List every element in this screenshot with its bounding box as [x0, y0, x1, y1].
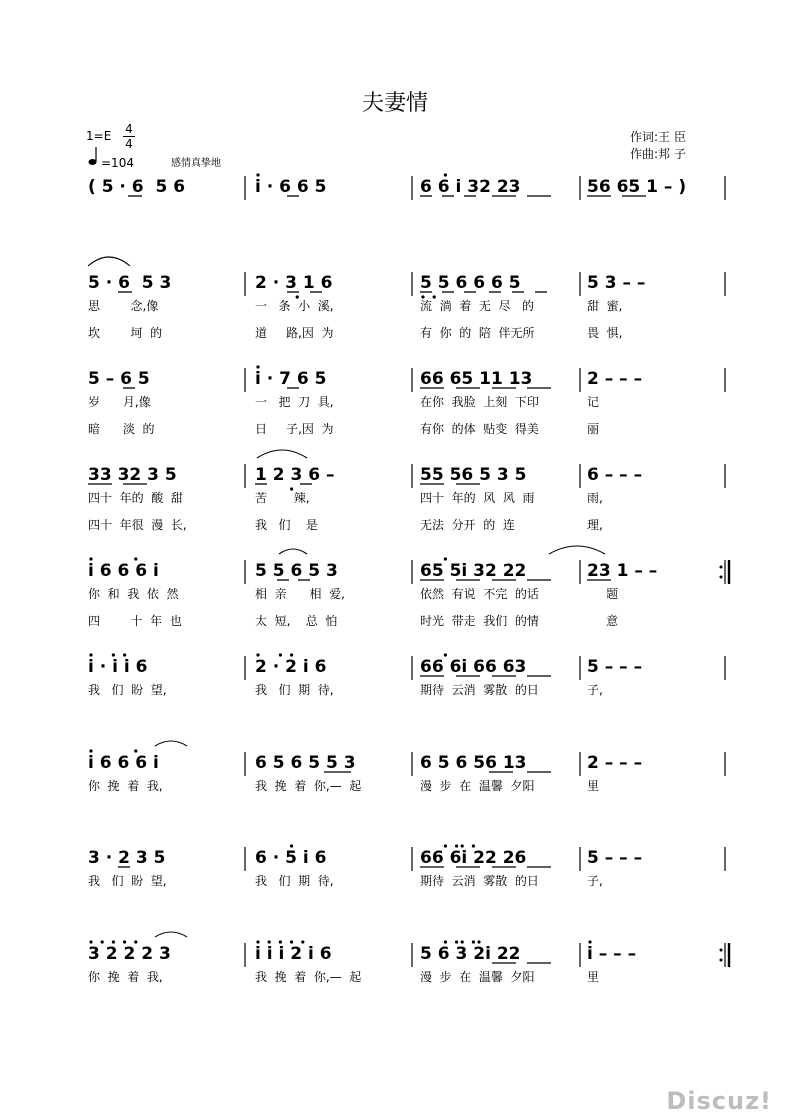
- measure-notes: i · i i 6: [88, 657, 148, 677]
- high-octave-dot: [89, 653, 92, 656]
- measure-notes: 56 65 1 – ): [587, 177, 687, 197]
- measure-notes: 5 3 – –: [587, 273, 646, 293]
- high-octave-dot: [477, 940, 480, 943]
- measure-notes: 5 – – –: [587, 657, 643, 677]
- lyric-line: 里: [587, 779, 600, 793]
- measure-notes: 5 – – –: [587, 848, 643, 868]
- composer-credit: 作曲:邦 子: [630, 147, 686, 161]
- slur-arc: [155, 741, 187, 746]
- lyric-line: 子,: [587, 683, 603, 697]
- lyric-line: 四十 年很 漫 长,: [88, 518, 187, 532]
- high-octave-dot: [134, 749, 137, 752]
- lyric-line: 畏 惧,: [587, 326, 623, 340]
- lyric-line: 岁 月,像: [88, 395, 151, 409]
- lyric-line: 漫 步 在 温馨 夕阳: [420, 779, 535, 793]
- lyric-line: 你 挽 着 我,: [88, 970, 163, 984]
- high-octave-dot: [89, 557, 92, 560]
- lyric-line: 道 路,因 为: [255, 326, 334, 340]
- high-octave-dot: [134, 557, 137, 560]
- lyric-line: 相 亲 相 爱,: [255, 587, 345, 601]
- high-octave-dot: [444, 173, 447, 176]
- lyric-line: 苦 辣,: [255, 491, 310, 505]
- high-octave-dot: [455, 844, 458, 847]
- high-octave-dot: [112, 653, 115, 656]
- measure-notes: 55 56 5 3 5: [420, 465, 527, 485]
- repeat-dot: [720, 576, 723, 579]
- high-octave-dot: [123, 653, 126, 656]
- measure-notes: 3 2 2 2 3: [88, 944, 171, 964]
- high-octave-dot: [461, 940, 464, 943]
- lyric-line: 日 子,因 为: [255, 422, 334, 436]
- slur-arc: [88, 257, 130, 266]
- lyric-line: 我 挽 着 你,— 起: [255, 970, 362, 984]
- measure-notes: i · 6 6 5: [255, 177, 327, 197]
- measure-notes: 6 6 i 32 23: [420, 177, 521, 197]
- lyric-line: 四十 年的 风 风 雨: [420, 491, 535, 505]
- high-octave-dot: [123, 940, 126, 943]
- high-octave-dot: [256, 365, 259, 368]
- lyric-line: 暗 淡 的: [88, 422, 155, 436]
- measure-notes: 66 6i 66 63: [420, 657, 527, 677]
- repeat-dot: [720, 959, 723, 962]
- high-octave-dot: [588, 940, 591, 943]
- high-octave-dot: [444, 653, 447, 656]
- high-octave-dot: [89, 749, 92, 752]
- lyric-line: 子,: [587, 874, 603, 888]
- lyric-line: 期待 云消 雾散 的日: [420, 874, 539, 888]
- measure-notes: 5 5 6 6 6 5: [420, 273, 521, 293]
- lyric-line: 一 把 刀 具,: [255, 395, 334, 409]
- lyric-line: 一 条 小 溪,: [255, 299, 334, 313]
- lyricist-credit: 作词:王 臣: [630, 130, 686, 144]
- measure-notes: 3 · 2 3 5: [88, 848, 166, 868]
- repeat-dot: [720, 566, 723, 569]
- lyric-line: 漫 步 在 温馨 夕阳: [420, 970, 535, 984]
- tempo-marking: =104: [101, 156, 134, 170]
- lyric-line: 记: [587, 395, 600, 409]
- lyric-line: 理,: [587, 518, 603, 532]
- measure-notes: 23 1 – –: [587, 561, 658, 581]
- high-octave-dot: [455, 940, 458, 943]
- high-octave-dot: [101, 940, 104, 943]
- measure-notes: 66 65 11 13: [420, 369, 533, 389]
- lyric-line: 无法 分开 的 连: [420, 518, 515, 532]
- measure-notes: 5 · 6 5 3: [88, 273, 172, 293]
- measure-notes: 6 · 5 i 6: [255, 848, 327, 868]
- high-octave-dot: [112, 940, 115, 943]
- lyric-line: 时光 带走 我们 的情: [420, 614, 539, 628]
- measure-notes: 66 6i 22 26: [420, 848, 527, 868]
- key-signature: 1=E: [86, 129, 112, 143]
- measure-notes: i – – –: [587, 944, 637, 964]
- lyric-line: 我 们 盼 望,: [88, 874, 167, 888]
- lyric-line: 我 们 期 待,: [255, 683, 334, 697]
- slur-arc: [257, 450, 307, 458]
- lyric-line: 我 们 期 待,: [255, 874, 334, 888]
- measure-notes: 6 5 6 56 13: [420, 753, 527, 773]
- lyric-line: 甜 蜜,: [587, 299, 623, 313]
- high-octave-dot: [444, 844, 447, 847]
- lyric-line: 题: [587, 587, 619, 601]
- measure-notes: 1 2 3 6 –: [255, 465, 335, 485]
- lyric-line: 雨,: [587, 491, 603, 505]
- lyric-line: 有你 的体 贴变 得美: [420, 422, 539, 436]
- slur-arc: [549, 546, 605, 554]
- high-octave-dot: [134, 940, 137, 943]
- high-octave-dot: [472, 844, 475, 847]
- high-octave-dot: [256, 173, 259, 176]
- high-octave-dot: [444, 940, 447, 943]
- lyric-line: 坎 坷 的: [88, 326, 163, 340]
- measure-notes: i · 7 6 5: [255, 369, 327, 389]
- slur-arc: [279, 549, 307, 554]
- high-octave-dot: [461, 844, 464, 847]
- measure-notes: 65 5i 32 22: [420, 561, 527, 581]
- lyric-line: 我 们 是: [255, 518, 318, 532]
- time-signature-denominator: 4: [123, 136, 135, 151]
- lyric-line: 你 和 我 依 然: [88, 587, 179, 601]
- measure-notes: 6 5 6 5 5 3: [255, 753, 356, 773]
- watermark-logo: Discuz!: [666, 1087, 772, 1115]
- lyric-line: 流 淌 着 无 尽 的: [420, 299, 534, 313]
- lyric-line: 丽: [587, 422, 600, 436]
- lyric-line: 你 挽 着 我,: [88, 779, 163, 793]
- expression-marking: 感情真挚地: [171, 158, 221, 169]
- lyric-line: 依然 有说 不完 的话: [420, 587, 539, 601]
- measure-notes: i 6 6 6 i: [88, 753, 159, 773]
- slur-arc: [155, 932, 187, 937]
- high-octave-dot: [290, 940, 293, 943]
- high-octave-dot: [472, 940, 475, 943]
- lyric-line: 四 十 年 也: [88, 614, 182, 628]
- high-octave-dot: [279, 653, 282, 656]
- high-octave-dot: [279, 940, 282, 943]
- measure-notes: ( 5 · 6 5 6: [88, 177, 186, 197]
- high-octave-dot: [444, 557, 447, 560]
- lyric-line: 意: [587, 614, 619, 628]
- lyric-line: 四十 年的 酸 甜: [88, 491, 183, 505]
- high-octave-dot: [89, 940, 92, 943]
- lyric-line: 我 挽 着 你,— 起: [255, 779, 362, 793]
- lyric-line: 期待 云消 雾散 的日: [420, 683, 539, 697]
- measure-notes: 6 – – –: [587, 465, 643, 485]
- high-octave-dot: [268, 940, 271, 943]
- lyric-line: 太 短, 总 怕: [255, 614, 338, 628]
- measure-notes: 5 5 6 5 3: [255, 561, 338, 581]
- high-octave-dot: [301, 940, 304, 943]
- lyric-line: 里: [587, 970, 600, 984]
- measure-notes: 2 · 2 i 6: [255, 657, 327, 677]
- measure-notes: 5 – 6 5: [88, 369, 150, 389]
- song-title: 夫妻情: [361, 91, 428, 116]
- high-octave-dot: [290, 653, 293, 656]
- lyric-line: 思 念,像: [88, 299, 159, 313]
- high-octave-dot: [256, 653, 259, 656]
- time-signature-numerator: 4: [125, 122, 133, 136]
- measure-notes: 2 – – –: [587, 753, 643, 773]
- measure-notes: 2 – – –: [587, 369, 643, 389]
- measure-notes: i i i 2 i 6: [255, 944, 332, 964]
- repeat-dot: [720, 949, 723, 952]
- measure-notes: 2 · 3 1 6: [255, 273, 333, 293]
- measure-notes: 33 32 3 5: [88, 465, 177, 485]
- lyric-line: 在你 我脸 上刻 下印: [420, 395, 539, 409]
- lyric-line: 有 你 的 陪 伴无所: [420, 326, 535, 340]
- lyric-line: 我 们 盼 望,: [88, 683, 167, 697]
- high-octave-dot: [290, 844, 293, 847]
- measure-notes: 5 6 3 2i 22: [420, 944, 521, 964]
- measure-notes: i 6 6 6 i: [88, 561, 159, 581]
- high-octave-dot: [256, 940, 259, 943]
